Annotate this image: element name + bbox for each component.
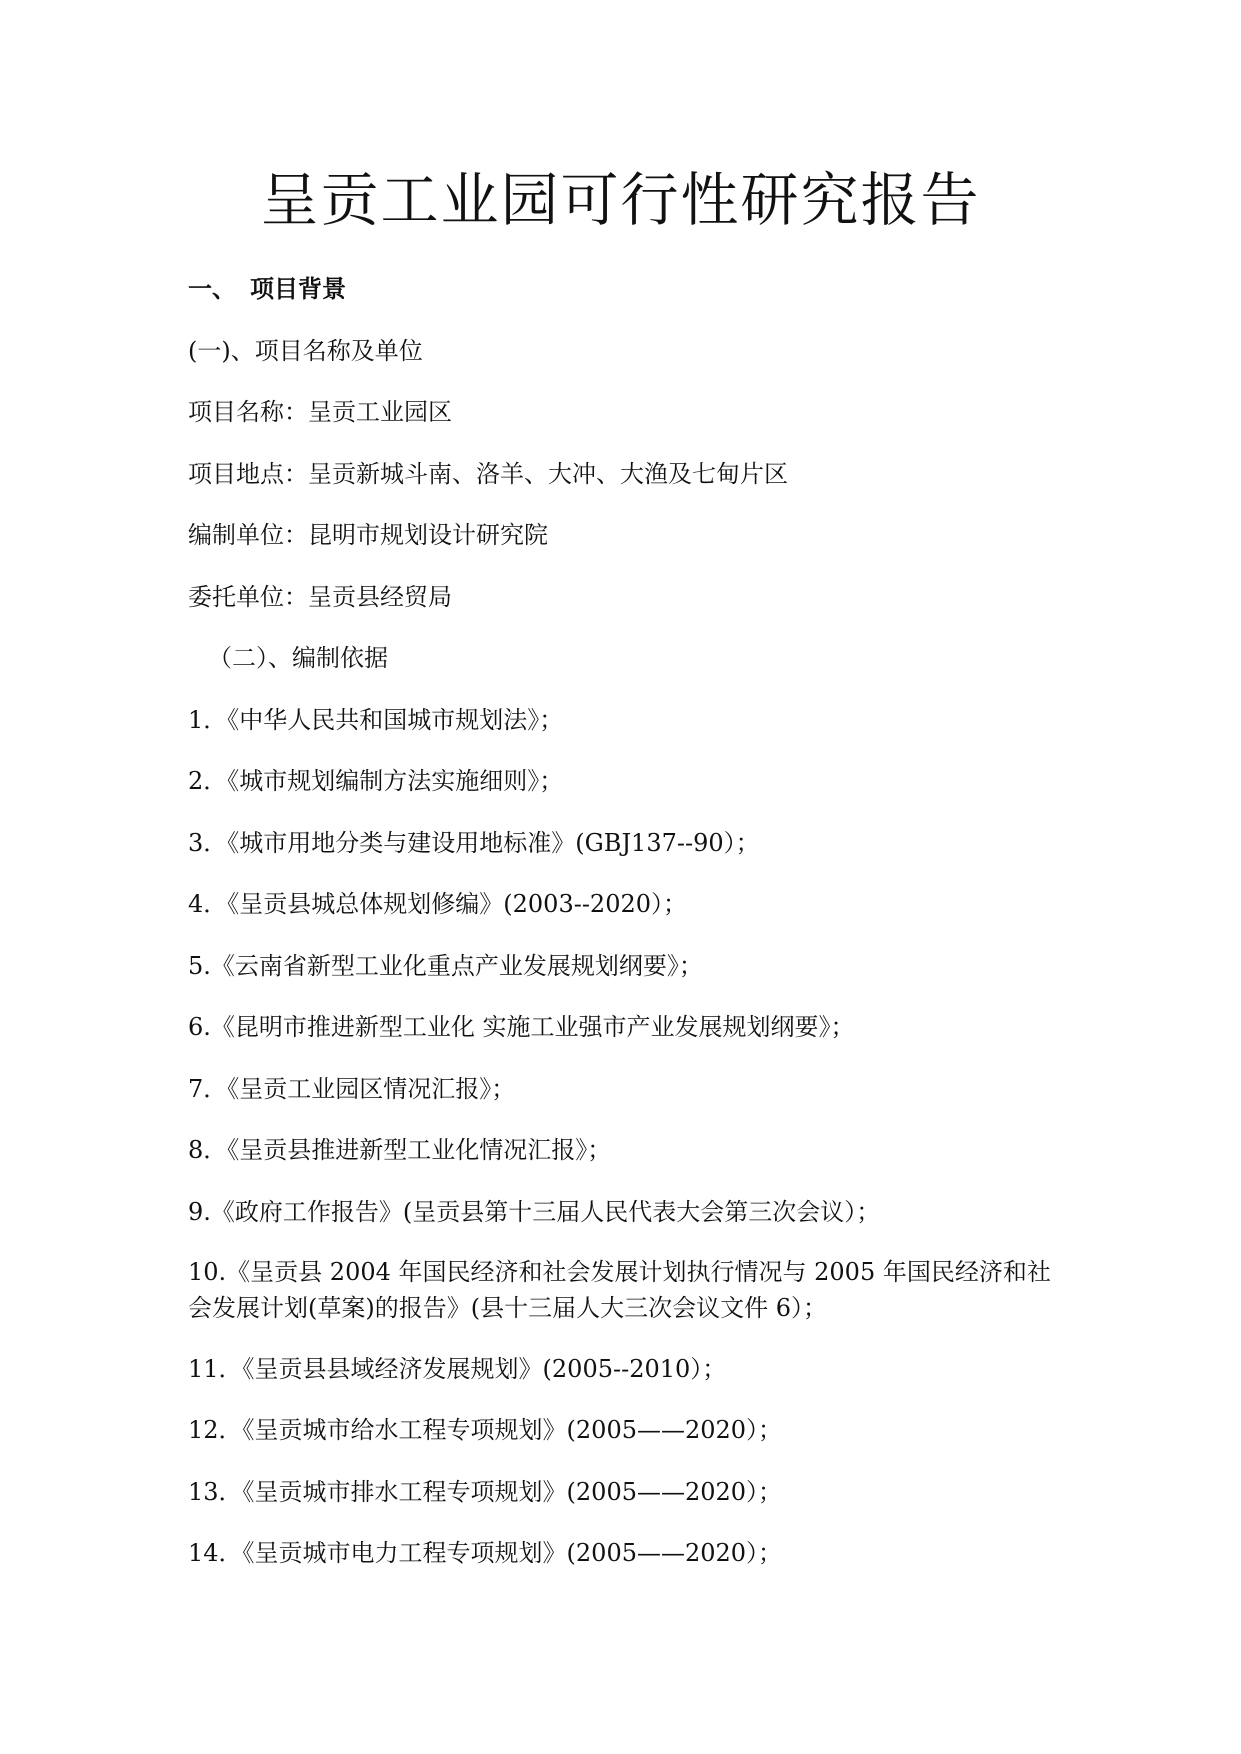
basis-item: 4．《呈贡县城总体规划修编》(2003--2020）； bbox=[188, 890, 688, 918]
basis-item: 2．《城市规划编制方法实施细则》； bbox=[188, 767, 564, 795]
basis-item: 13．《呈贡城市排水工程专项规划》(2005——2020）； bbox=[188, 1477, 783, 1506]
section-number: 一、 bbox=[188, 275, 236, 303]
basis-item: 9.《政府工作报告》(呈贡县第十三届人民代表大会第三次会议）； bbox=[188, 1197, 881, 1226]
basis-item: 7．《呈贡工业园区情况汇报》； bbox=[188, 1074, 516, 1103]
basis-item: 11．《呈贡县县域经济发展规划》(2005--2010）； bbox=[188, 1354, 727, 1383]
info-line-project-name: 项目名称：呈贡工业园区 bbox=[188, 398, 452, 426]
basis-item: 1．《中华人民共和国城市规划法》； bbox=[188, 705, 564, 734]
basis-item: 12．《呈贡城市给水工程专项规划》(2005——2020）； bbox=[188, 1416, 783, 1444]
basis-item: 8．《呈贡县推进新型工业化情况汇报》； bbox=[188, 1136, 612, 1164]
basis-item: 14．《呈贡城市电力工程专项规划》(2005——2020）； bbox=[188, 1539, 783, 1567]
info-line-compiler: 编制单位：昆明市规划设计研究院 bbox=[188, 521, 548, 549]
section-title: 项目背景 bbox=[250, 275, 346, 303]
document-title: 呈贡工业园可行性研究报告 bbox=[260, 166, 981, 234]
basis-item: 6.《昆明市推进新型工业化 实施工业强市产业发展规划纲要》； bbox=[188, 1013, 855, 1041]
basis-item: 10.《呈贡县 2004 年国民经济和社会发展计划执行情况与 2005 年国民经济和社会发展计划(草案)的报告》(县十三届人大三次会议文件 6）； bbox=[188, 1258, 1051, 1322]
document-body bbox=[188, 270, 1068, 1596]
basis-item: 3．《城市用地分类与建设用地标准》(GBJ137--90）； bbox=[188, 828, 760, 857]
info-line-project-location: 项目地点：呈贡新城斗南、洛羊、大冲、大渔及七甸片区 bbox=[188, 459, 788, 488]
subsection-title: （二）、编制依据 bbox=[208, 644, 388, 672]
subsection-title: (一)、项目名称及单位 bbox=[188, 336, 423, 365]
basis-item: 5.《云南省新型工业化重点产业发展规划纲要》； bbox=[188, 951, 703, 980]
info-line-client: 委托单位：呈贡县经贸局 bbox=[188, 582, 452, 611]
section-heading bbox=[188, 270, 1068, 308]
